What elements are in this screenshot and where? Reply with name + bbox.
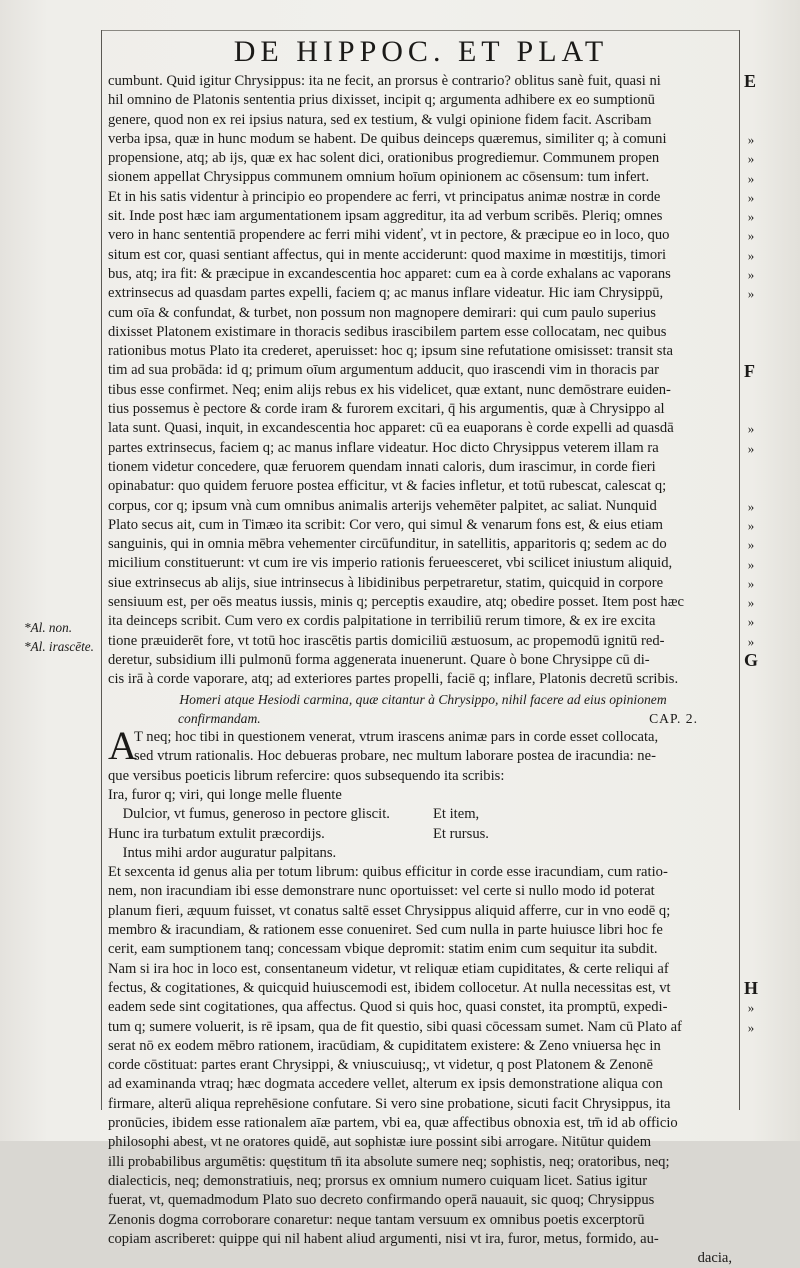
- text-line: Et in his satis videntur à principio eo propendere ac ferri, vt principatus animæ nostræ in corde: [108, 188, 661, 205]
- verse-line: [108, 786, 738, 805]
- text-line: eadem sede sint cogitationes, qua affectus. Quod si quis hoc, quasi constet, ita promptū, expedi-: [108, 999, 668, 1016]
- catchword-line: dacia,: [697, 1250, 732, 1267]
- quotation-mark: [744, 535, 758, 554]
- left-margin-notes: [24, 618, 102, 657]
- text-body: [108, 72, 738, 1268]
- text-line: situm est cor, quasi sentiant affectus, qui in mente acciderunt: quod maxime in mœstitijs, timori: [108, 246, 667, 263]
- text-line: illi probabilibus argumētis: quęstitum tn̄ ita absolute sumere neq; sophistis, neq; oratoribus, neq;: [108, 1153, 670, 1170]
- quotation-mark: [744, 265, 758, 284]
- text-line: ad examinanda vtraq; hæc dogmata accedere vellet, alterum ex ipsis demonstratione aliqua con: [108, 1076, 663, 1093]
- quote-chevron: »: [747, 286, 755, 302]
- text-line: rationibus motus Plato ita crederet, aperuisset: hoc q; ipsum sine refutatione omisisset: transit sta: [108, 343, 673, 360]
- text-line: sensiuum est, per oēs meatus iussis, minis q; perceptis exaudire, atq; obedire posset. Item post hæc: [108, 594, 684, 611]
- verse-transition: Et item,: [433, 806, 480, 823]
- verse-transition: Et rursus.: [433, 825, 489, 842]
- text-line: T neq; hoc tibi in questionem venerat, vtrum irascens animæ pars in corde esset collocata,: [134, 729, 659, 746]
- quotation-mark: [744, 1018, 758, 1037]
- text-line: siue extrinsecus ab alijs, siue intrinsecus à libidinibus perpetraretur, statim, quicquid in corpore: [108, 574, 664, 591]
- verse-block: [108, 786, 738, 863]
- right-column-rule: [739, 30, 740, 1110]
- quote-chevron: »: [747, 170, 755, 186]
- text-line: que versibus poeticis librum refercire: quos subsequendo ita scribis:: [108, 767, 505, 784]
- quotation-mark: [744, 516, 758, 535]
- text-line: bus, atq; ira fit: & præcipue in excandescentia hoc apparet: cum ea à corde exhalans ac vaporans: [108, 265, 671, 282]
- text-line: deretur, subsidium illi pulmonū forma aggenerata inuenerunt. Quare ò bone Chrysippe cū di-: [108, 651, 650, 668]
- quote-chevron: »: [747, 421, 755, 437]
- quotation-mark: [744, 574, 758, 593]
- top-rule: [101, 30, 740, 31]
- quotation-mark: [744, 207, 758, 226]
- margin-note: *Al. irascēte.: [24, 639, 94, 655]
- quote-chevron: »: [747, 267, 755, 282]
- paragraph-block-a: [108, 72, 738, 690]
- quote-chevron: »: [747, 614, 755, 630]
- signature-letter: [744, 72, 756, 91]
- text-line: Plato secus ait, cum in Timæo ita scribit: Cor vero, qui simul & venarum fons est, & eius etiam: [108, 516, 663, 533]
- verse-transition: [433, 786, 738, 805]
- text-line: genere, quod non ex rei ipsius natura, sed ex testium, & vulgi opinione fidem facit. Ascribam: [108, 111, 652, 128]
- quote-chevron: »: [747, 228, 755, 244]
- text-line: dialecticis, neq; demonstratiuis, neq; prorsus ex omnium numero cuiquam licet. Satius igitur: [108, 1172, 648, 1189]
- running-head: DE HIPPOC. ET PLAT: [233, 35, 609, 68]
- text-line: micilium constituerunt: vt cum ire vis imperio rationis ferueesceret, vbi scilicet iniustum aliquid,: [108, 555, 673, 572]
- quote-chevron: »: [747, 247, 755, 263]
- text-line: fuerat, vt, quemadmodum Plato suo decreto confirmando operā nauauit, sic quoq; Chrysippus: [108, 1192, 655, 1209]
- text-line: sanguinis, qui in omnia mēbra vehementer circūfunditur, in satellitis, apparitoris q; sedem ac do: [108, 536, 667, 553]
- text-line: tius possemus è pectore & corde iram & furorem excitari, q̄ his argumentis, quæ à Chrysippo al: [108, 401, 665, 418]
- text-line: firmare, alterū aliqua reprehēsione confutare. Si vero sine probatione, sicuti facit Chrysippus, ita: [108, 1095, 671, 1112]
- verse-text: Hunc ira turbatum extulit præcordijs.: [108, 825, 325, 842]
- text-line: copiam ascriberet: quippe qui nil habent aliud argumenti, nisi vt ira, furor, metus, formido, au-: [108, 1230, 659, 1247]
- text-line: sionem appellat Chrysippus communem omnium hoīum opinionem ac cōsensum: tum infert.: [108, 169, 650, 186]
- text-line: tione præuiderēt fore, vt totū hoc irascētis partis domiciliū æstuosum, ac propemodū ignitū red-: [108, 632, 665, 649]
- text-line: philosophi abest, vt ne oratores quidē, aut sophistæ iure possint sibi arrogare. Nitūtur quidem: [108, 1134, 652, 1151]
- text-line: cumbunt. Quid igitur Chrysippus: ita ne fecit, an prorsus è contrario? oblitus sanè fuit, quasi ni: [108, 73, 661, 89]
- text-line: partes extrinsecus, faciem q; ac manus inflare videatur. Hoc dicto Chrysippus veterem illam ra: [108, 439, 659, 456]
- text-line: propensione, atq; ab ijs, quæ ex hac solent dici, orationibus progrediemur. Communem propen: [108, 150, 660, 167]
- quote-chevron: »: [747, 209, 755, 225]
- section-letter: G: [744, 650, 759, 670]
- quotation-mark: [744, 593, 758, 612]
- verse-text: Dulcior, vt fumus, generoso in pectore gliscit.: [108, 806, 390, 823]
- quote-chevron: »: [747, 595, 755, 611]
- quotation-mark: [744, 188, 758, 207]
- text-line: nem, non iracundiam ibi esse demonstrare nunc oportuisset: vel certe si nullo modo id poterat: [108, 883, 655, 900]
- signature-letter: [744, 362, 755, 381]
- text-line: extrinsecus ad quasdam partes expelli, faciem q; ac manus inflare videatur. Hic iam Chrysippū,: [108, 285, 664, 302]
- text-line: ita deinceps scribit. Cum vero ex cordis palpitatione in terribiliū rerum timore, & ex ire excita: [108, 613, 656, 630]
- section-letter: H: [744, 978, 759, 999]
- chapter-caption-row: [108, 709, 738, 728]
- text-line: hil omnino de Platonis sententia prius dixisset, incipit q; argumenta adhibere ex eo sumptionū: [108, 92, 655, 109]
- text-line: corde cōstituat: partes erant Chrysippi, & vniuscuiusq;, vt videtur, q post Platonem & Zenonē: [108, 1057, 653, 1074]
- text-line: Nam si ira hoc in loco est, consentaneum videtur, vt reliquæ etiam cupiditates, & certe reliqui af: [108, 960, 669, 977]
- quote-chevron: »: [747, 556, 755, 572]
- text-line: tim ad sua probāda: id q; primum oīum argumentum adducit, quo irascendi vim in thoracis par: [108, 362, 659, 379]
- text-line: membro & iracundiam, & rationem esse conueniret. Sed cum nulla in parte huiusce libri hoc fe: [108, 922, 663, 939]
- quote-chevron: »: [747, 517, 755, 533]
- text-line: sed vtrum rationalis. Hoc debueras probare, nec multum laborare postea de iracundia: ne-: [134, 748, 656, 765]
- quotation-mark: [744, 246, 758, 265]
- left-column-rule: [101, 30, 102, 1110]
- quote-chevron: »: [747, 575, 755, 591]
- signature-letter: [744, 979, 758, 998]
- quote-chevron: »: [747, 1000, 755, 1016]
- text-line: tionem videtur concedere, quæ feruorem quendam innati caloris, dum irascimur, in corde fieri: [108, 458, 656, 475]
- text-line: Et sexcenta id genus alia per totum librum: quibus efficitur in corde esse iracundiam, cum ratio-: [108, 864, 668, 881]
- signature-letter: [744, 651, 758, 670]
- quote-chevron: »: [747, 440, 755, 456]
- quotation-mark: [744, 439, 758, 458]
- section-letter: E: [744, 71, 757, 91]
- quotation-mark: [744, 149, 758, 168]
- quote-chevron: »: [747, 633, 755, 649]
- quote-chevron: »: [747, 1019, 755, 1035]
- text-line: tum q; sumere voluerit, is rē ipsam, qua de fit questio, sibi quasi cōcessam sumet. Nam cū Plato af: [108, 1018, 682, 1035]
- text-line: verba ipsa, quæ in hunc modum se habent. De quibus deinceps quæremus, similiter q; à comuni: [108, 130, 667, 147]
- text-line: lata sunt. Quasi, inquit, in excandescentia hoc apparet: cū ea euaporans è corde expelli ad quasdā: [108, 420, 674, 437]
- verse-line: [108, 825, 738, 844]
- text-line: vero in hanc sententiā propendere ac ferri mihi videnť, vt in pectore, & præcipue eo in loco, quo: [108, 227, 670, 244]
- text-line: planum fieri, æquum fuisset, vt conatus saltē esset Chrysippus aliquid afferre, cur in vno eodē q;: [108, 902, 671, 919]
- chapter-number: CAP. 2.: [649, 710, 698, 726]
- quote-chevron: »: [747, 498, 755, 514]
- text-line: pronūcies, ibidem esse rationalem aīæ partem, vbi ea, quæ affectibus obnoxia est, tm̄ id ab officio: [108, 1115, 678, 1132]
- text-line: tibus esse confirmet. Neq; enim alijs rebus ex his videlicet, quæ extant, nunc demōstrare euiden-: [108, 381, 671, 398]
- drop-cap: A: [108, 723, 137, 769]
- verse-text: Intus mihi ardor auguratur palpitans.: [108, 844, 337, 861]
- text-line: dixisset Platonem existimare in thoracis sedibus irascibilem partem esse collocatam, nec quibus: [108, 323, 667, 340]
- text-line: opinabatur: quo quidem feruore postea efficitur, vt & facies infletur, et totū rubescat, calescat q;: [108, 478, 667, 495]
- verse-transition: [433, 844, 738, 863]
- quotation-mark: [744, 632, 758, 651]
- quotation-mark: [744, 497, 758, 516]
- text-line: Zenonis dogma corroborare conaretur: neque tantam versuum ex omnibus poetis excerptorū: [108, 1211, 645, 1228]
- text-line: corpus, cor q; ipsum vnà cum omnibus animalis arterijs vehemēter palpitet, ac saliat. Nunquid: [108, 497, 657, 514]
- quotation-mark: [744, 998, 758, 1017]
- text-line: cerit, eam sumptionem tanq; concessam vbique depromit: statim enim cum sequitur ita subdit.: [108, 941, 658, 958]
- verse-line: [108, 805, 738, 824]
- section-letter: F: [744, 360, 755, 381]
- chapter-caption-line: confirmandam.: [178, 710, 261, 726]
- quotation-mark: [744, 555, 758, 574]
- text-line: fectus, & cogitationes, & quicquid huiuscemodi est, ibidem collocetur. At nulla necessitas est, vt: [108, 979, 671, 996]
- quotation-mark: [744, 284, 758, 303]
- margin-note: *Al. non.: [24, 620, 72, 635]
- quotation-mark: [744, 130, 758, 149]
- quotation-mark: [744, 169, 758, 188]
- text-line: cis irā à corde vaporare, atq; ad exteriores partes propelli, faciē q; inflare, Platonis decretū scribis.: [108, 671, 679, 688]
- quotation-mark: [744, 612, 758, 631]
- text-line: sit. Inde post hæc iam argumentationem ipsam aggreditur, ita ad verbum scribēs. Pleriq; omnes: [108, 208, 663, 225]
- text-line: cum oīa & confundat, & turbet, non possum non magnopere demirari: qui cum paulo superius: [108, 304, 656, 321]
- verse-line: [108, 844, 738, 863]
- verse-text: Ira, furor q; viri, qui longe melle fluente: [108, 786, 342, 803]
- quotation-mark: [744, 226, 758, 245]
- quotation-mark: [744, 419, 758, 438]
- quote-chevron: »: [747, 537, 755, 553]
- chapter-caption-line: Homeri atque Hesiodi carmina, quæ citantur à Chrysippo, nihil facere ad eius opinionem: [179, 691, 667, 707]
- text-line: serat nō ex eodem mēbro rationem, iracūdiam, & cupiditatem existere: & Zeno vniuersa hęc in: [108, 1037, 661, 1054]
- quote-chevron: »: [747, 151, 755, 167]
- quote-chevron: »: [747, 131, 755, 147]
- quote-chevron: »: [747, 189, 755, 205]
- paragraph-block-c: [108, 863, 738, 1249]
